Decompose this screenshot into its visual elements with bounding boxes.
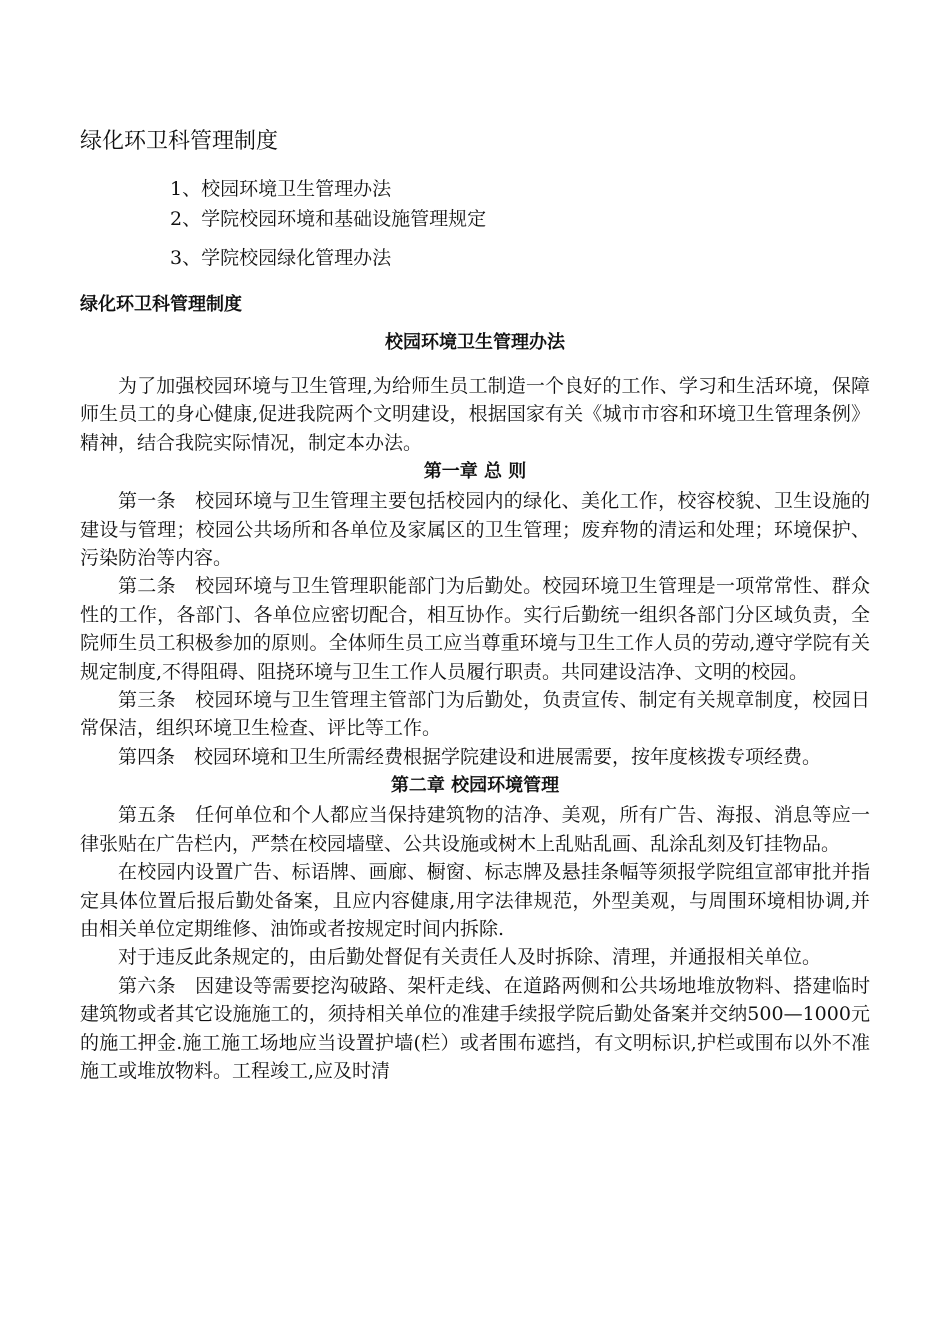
article-paragraph: 第三条 校园环境与卫生管理主管部门为后勤处，负责宣传、制定有关规章制度，校园日常保洁，组织环境卫生检查、评比等工作。	[80, 689, 870, 740]
article-paragraph: 第五条 任何单位和个人都应当保持建筑物的洁净、美观，所有广告、海报、消息等应一律张贴在广告栏内，严禁在校园墙壁、公共设施或树木上乱贴乱画、乱涂乱刻及钉挂物品。	[80, 804, 870, 855]
regulation-title: 校园环境卫生管理办法	[385, 332, 565, 353]
article-paragraph: 在校园内设置广告、标语牌、画廊、橱窗、标志牌及悬挂条幅等须报学院组宣部审批并指定具体位置后报后勤处备案，且应内容健康,用字法律规范，外型美观，与周围环境相协调,并由相关单位定期维修、油饰或者按规定时间内拆除.	[80, 861, 870, 940]
article-paragraph: 第四条 校园环境和卫生所需经费根据学院建设和进展需要，按年度核拨专项经费。	[118, 745, 822, 768]
article-paragraph: 第六条 因建设等需要挖沟破路、架杆走线、在道路两侧和公共场地堆放物料、搭建临时建筑物或者其它设施施工的，须持相关单位的准建手续报学院后勤处备案并交纳500—1000元的施工押金.施工施工场地应当设置护墙(栏）或者围布遮挡，有文明标识,护栏或围布以外不准施工或堆放物料。工程竣工,应及时清	[80, 974, 870, 1082]
toc-item: 1、校园环境卫生管理办法	[170, 178, 392, 200]
article-paragraph: 对于违反此条规定的，由后勤处督促有关责任人及时拆除、清理，并通报相关单位。	[118, 946, 822, 969]
regulation-body	[80, 372, 870, 1085]
chapter-heading: 第二章 校园环境管理	[390, 775, 560, 797]
section-heading: 绿化环卫科管理制度	[80, 294, 242, 315]
article-paragraph: 第二条 校园环境与卫生管理职能部门为后勤处。校园环境卫生管理是一项常常性、群众性的工作，各部门、各单位应密切配合，相互协作。实行后勤统一组织各部门分区域负责，全院师生员工积极参加的原则。全体师生员工应当尊重环境与卫生工作人员的劳动,遵守学院有关规定制度,不得阻碍、阻挠环境与卫生工作人员履行职责。共同建设洁净、文明的校园。	[80, 575, 870, 683]
document-title: 绿化环卫科管理制度	[80, 129, 279, 154]
toc-item: 3、学院校园绿化管理办法	[170, 247, 392, 269]
article-paragraph: 第一条 校园环境与卫生管理主要包括校园内的绿化、美化工作，校容校貌、卫生设施的建设与管理；校园公共场所和各单位及家属区的卫生管理；废弃物的清运和处理；环境保护、污染防治等内容。	[80, 490, 870, 570]
chapter-heading: 第一章 总 则	[423, 461, 527, 483]
intro-paragraph: 为了加强校园环境与卫生管理,为给师生员工制造一个良好的工作、学习和生活环境，保障师生员工的身心健康,促进我院两个文明建设，根据国家有关《城市市容和环境卫生管理条例》精神，结合我院实际情况，制定本办法。	[80, 375, 870, 454]
toc-item: 2、学院校园环境和基础设施管理规定	[170, 208, 487, 230]
